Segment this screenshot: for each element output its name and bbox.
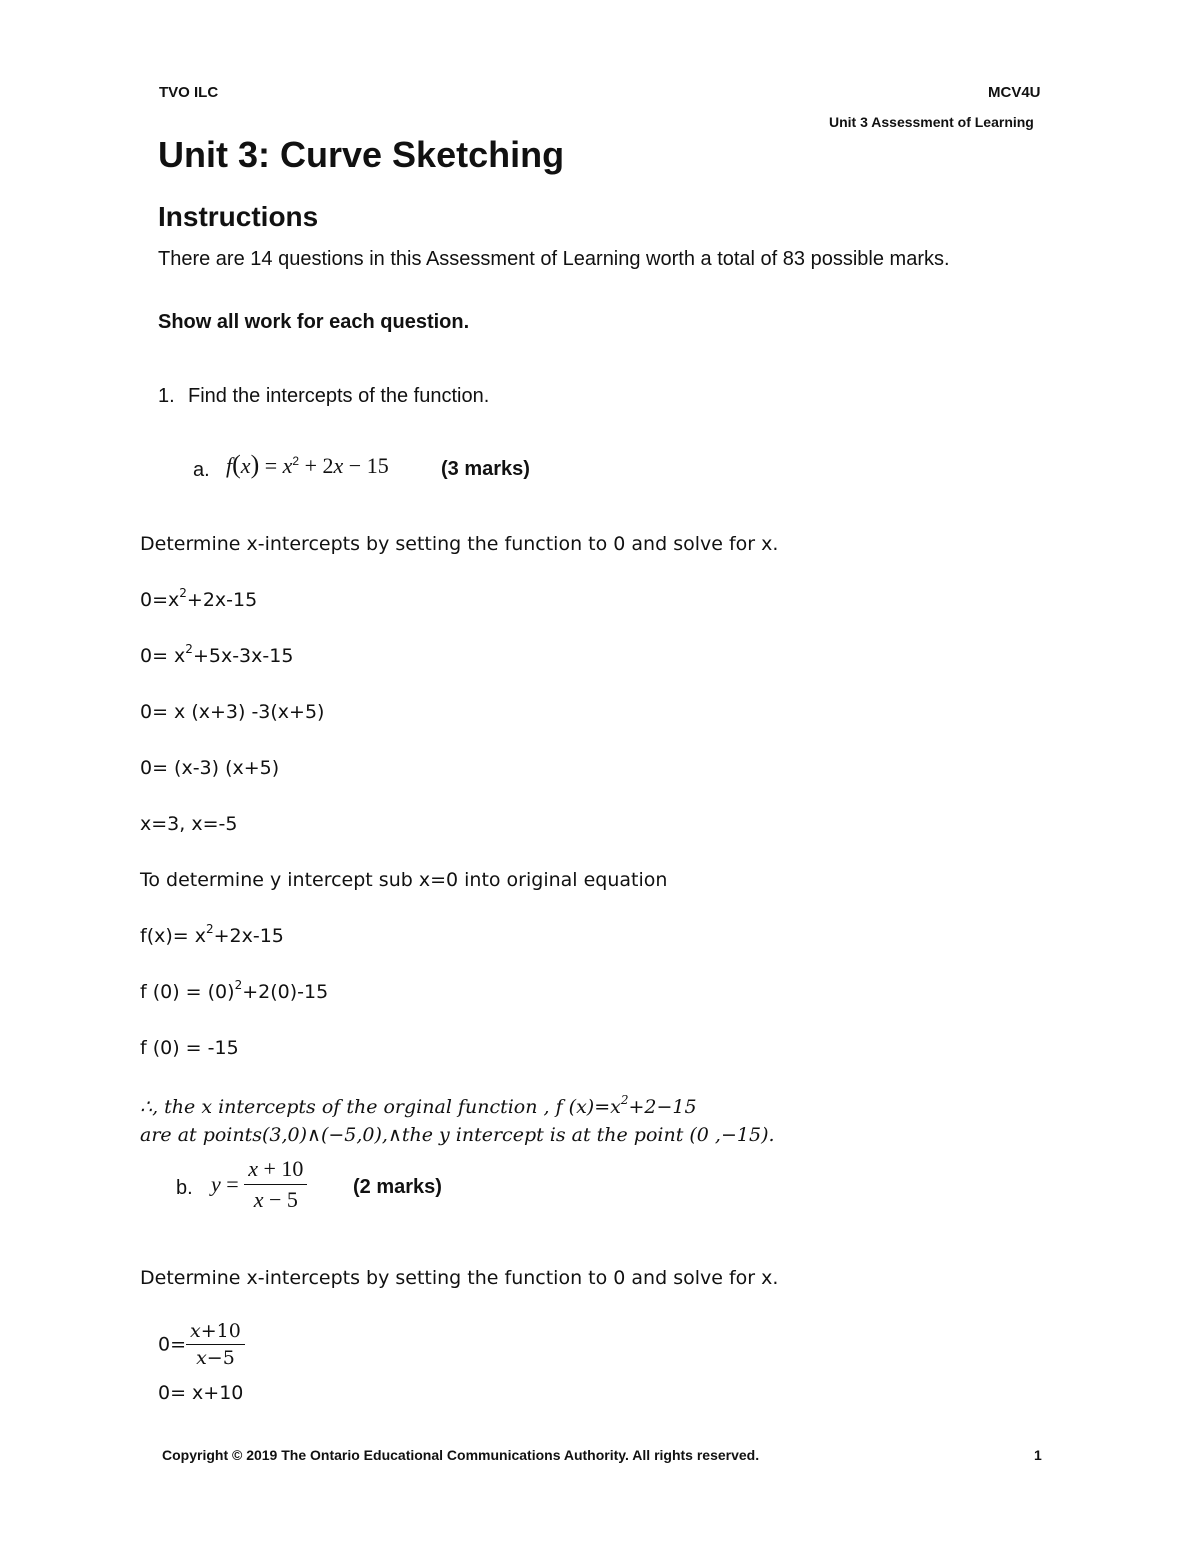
part-a-step-3: 0= x (x+3) -3(x+5) xyxy=(140,701,325,723)
part-a-y-result: f (0) = -15 xyxy=(140,1037,239,1059)
part-a-step-intro: Determine x-intercepts by setting the function to 0 and solve for x. xyxy=(140,533,779,555)
part-a-conclusion-line-2: are at points(3,0)∧(−5,0),∧the y intercept is at the point (0 ,−15). xyxy=(140,1124,775,1146)
part-a-y-step-1: $f(x)= x^2+2x-15$ xyxy=(140,921,284,947)
part-b-marks: (2 marks) xyxy=(353,1176,442,1198)
part-a-marks: (3 marks) xyxy=(441,458,530,480)
part-a-label: a. xyxy=(193,459,210,481)
header-subtitle: Unit 3 Assessment of Learning xyxy=(829,114,1034,130)
part-b-step-2: 0= x+10 xyxy=(158,1382,244,1404)
question-1-prompt: Find the intercepts of the function. xyxy=(188,385,490,407)
part-a-step-1: $0=x^2+2x-15$ xyxy=(140,585,258,611)
page-number: 1 xyxy=(1034,1447,1042,1463)
part-b-step-1: 0= $\frac{x+10}{x-5}$ xyxy=(158,1320,245,1369)
instructions-emphasis: Show all work for each question. xyxy=(158,311,470,333)
part-a-roots: x=3, x=-5 xyxy=(140,813,238,835)
part-b-step-intro: Determine x-intercepts by setting the function to 0 and solve for x. xyxy=(140,1267,779,1289)
footer-copyright: Copyright © 2019 The Ontario Educational Communications Authority. All rights reserved. xyxy=(162,1447,760,1463)
header-org: TVO ILC xyxy=(159,84,219,101)
part-a-step-4: 0= (x-3) (x+5) xyxy=(140,757,280,779)
part-a-conclusion-line-1: ∴, the x intercepts of the orginal function , f $(x)=x^2+2-15$ xyxy=(140,1092,697,1118)
part-b-label: b. xyxy=(176,1177,193,1199)
instructions-heading: Instructions xyxy=(158,201,319,232)
page-title: Unit 3: Curve Sketching xyxy=(158,134,565,175)
question-1-number: 1. xyxy=(158,385,175,407)
part-a-y-intro: To determine y intercept sub x=0 into original equation xyxy=(140,869,668,891)
part-b-equation: y = $\frac{x + 10}{x - 5}$ xyxy=(211,1156,307,1213)
header-course: MCV4U xyxy=(988,84,1041,101)
part-a-step-2: $0= x^2+5x-3x-15$ xyxy=(140,641,294,667)
part-a-y-step-2: f $(0) = (0)^2+2(0)-15$ xyxy=(140,977,329,1003)
instructions-text: There are 14 questions in this Assessment of Learning worth a total of 83 possible marks. xyxy=(158,248,950,270)
part-a-equation: $f(x) = x^2 + 2x - 15$ xyxy=(226,450,389,479)
